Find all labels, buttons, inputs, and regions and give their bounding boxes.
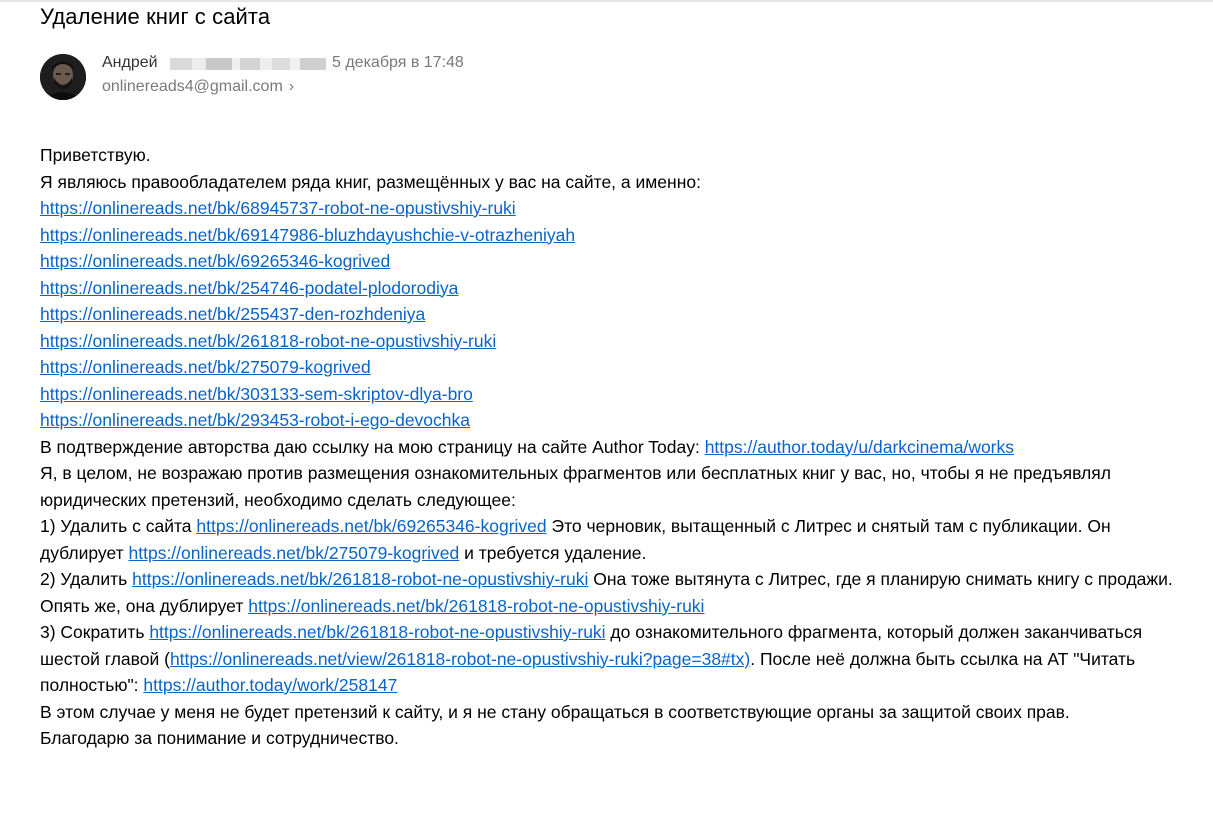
item-1-link-1[interactable]: https://onlinereads.net/bk/69265346-kogrived [196, 516, 547, 536]
closing-text: В этом случае у меня не будет претензий к сайту, и я не стану обращаться в соответствующие органы за защитой своих прав. [40, 701, 1070, 722]
intro-text: Я являюсь правообладателем ряда книг, размещённых у вас на сайте, а именно: [40, 171, 701, 192]
item-3 [40, 619, 1190, 699]
book-link[interactable]: https://onlinereads.net/bk/255437-den-rozhdeniya [40, 304, 426, 324]
book-link[interactable]: https://onlinereads.net/bk/69265346-kogrived [40, 251, 391, 271]
item-2 [40, 566, 1190, 619]
authorship-text: В подтверждение авторства даю ссылку на мою страницу на сайте Author Today: [40, 436, 705, 457]
item-1-text: 1) Удалить с сайта [40, 516, 197, 536]
item-3-text: до ознакомительного фрагмента, который должен заканчиваться шестой главой ( [40, 622, 1143, 669]
item-1 [40, 513, 1190, 566]
sender-email: onlinereads4@gmail.com [102, 78, 283, 95]
item-2-text: 2) Удалить [40, 569, 133, 589]
sender-name[interactable]: Андрей [102, 54, 158, 71]
item-1-link-2[interactable]: https://onlinereads.net/bk/275079-kogrived [128, 542, 460, 563]
book-link[interactable]: https://onlinereads.net/bk/293453-robot-i-ego-devochka [40, 410, 470, 430]
item-3-link-3[interactable]: https://author.today/work/258147 [143, 675, 398, 695]
book-link[interactable]: https://onlinereads.net/bk/303133-sem-skriptov-dlya-bro [40, 383, 473, 404]
greeting: Приветствую. [40, 145, 151, 165]
book-link[interactable]: https://onlinereads.net/bk/254746-podatel-plodorodiya [40, 277, 459, 298]
chevron-right-icon: › [288, 78, 295, 95]
author-page-link[interactable]: https://author.today/u/darkcinema/works [704, 436, 1015, 457]
user-avatar-icon[interactable] [40, 54, 86, 100]
thanks-text: Благодарю за понимание и сотрудничество. [40, 728, 399, 748]
item-3-link-2[interactable]: https://onlinereads.net/view/261818-robot-ne-opustivshiy-ruki?page=38#tx) [169, 648, 751, 669]
sender-email-link[interactable] [102, 77, 294, 97]
message-date: 5 декабря в 17:48 [332, 54, 464, 71]
conditions-text: Я, в целом, не возражаю против размещения ознакомительных фрагментов или бесплатных книг у вас, но, чтобы я не предъявлял юридических претензий, необходимо сделать следующее: [40, 463, 1111, 510]
item-1-text: Это черновик, вытащенный с Литрес и снятый там с публикации. Он дублирует [40, 516, 1111, 563]
book-link[interactable]: https://onlinereads.net/bk/261818-robot-ne-opustivshiy-ruki [40, 330, 497, 351]
item-2-link-2[interactable]: https://onlinereads.net/bk/261818-robot-ne-opustivshiy-ruki [248, 595, 705, 616]
item-3-link-1[interactable]: https://onlinereads.net/bk/261818-robot-ne-opustivshiy-ruki [149, 622, 606, 642]
book-link[interactable]: https://onlinereads.net/bk/68945737-robot-ne-opustivshiy-ruki [40, 198, 516, 218]
item-3-text: . После неё должна быть ссылка на АТ "Читать полностью": [40, 648, 1136, 695]
item-1-text: и требуется удаление. [459, 542, 647, 563]
book-link[interactable]: https://onlinereads.net/bk/275079-kogrived [40, 357, 371, 377]
message-subject: Удаление книг с сайта [40, 4, 271, 29]
item-2-link-1[interactable]: https://onlinereads.net/bk/261818-robot-ne-opustivshiy-ruki [132, 569, 589, 589]
item-2-text: Она тоже вытянута с Литрес, где я планирую снимать книгу с продажи. Опять же, она дублирует [40, 569, 1173, 616]
top-divider [0, 0, 1213, 2]
item-3-text: 3) Сократить [40, 622, 150, 642]
authorship-paragraph [40, 434, 1190, 461]
book-link[interactable]: https://onlinereads.net/bk/69147986-bluzhdayushchie-v-otrazheniyah [40, 224, 576, 245]
redacted-surname [170, 58, 326, 70]
message-body [40, 142, 1190, 752]
